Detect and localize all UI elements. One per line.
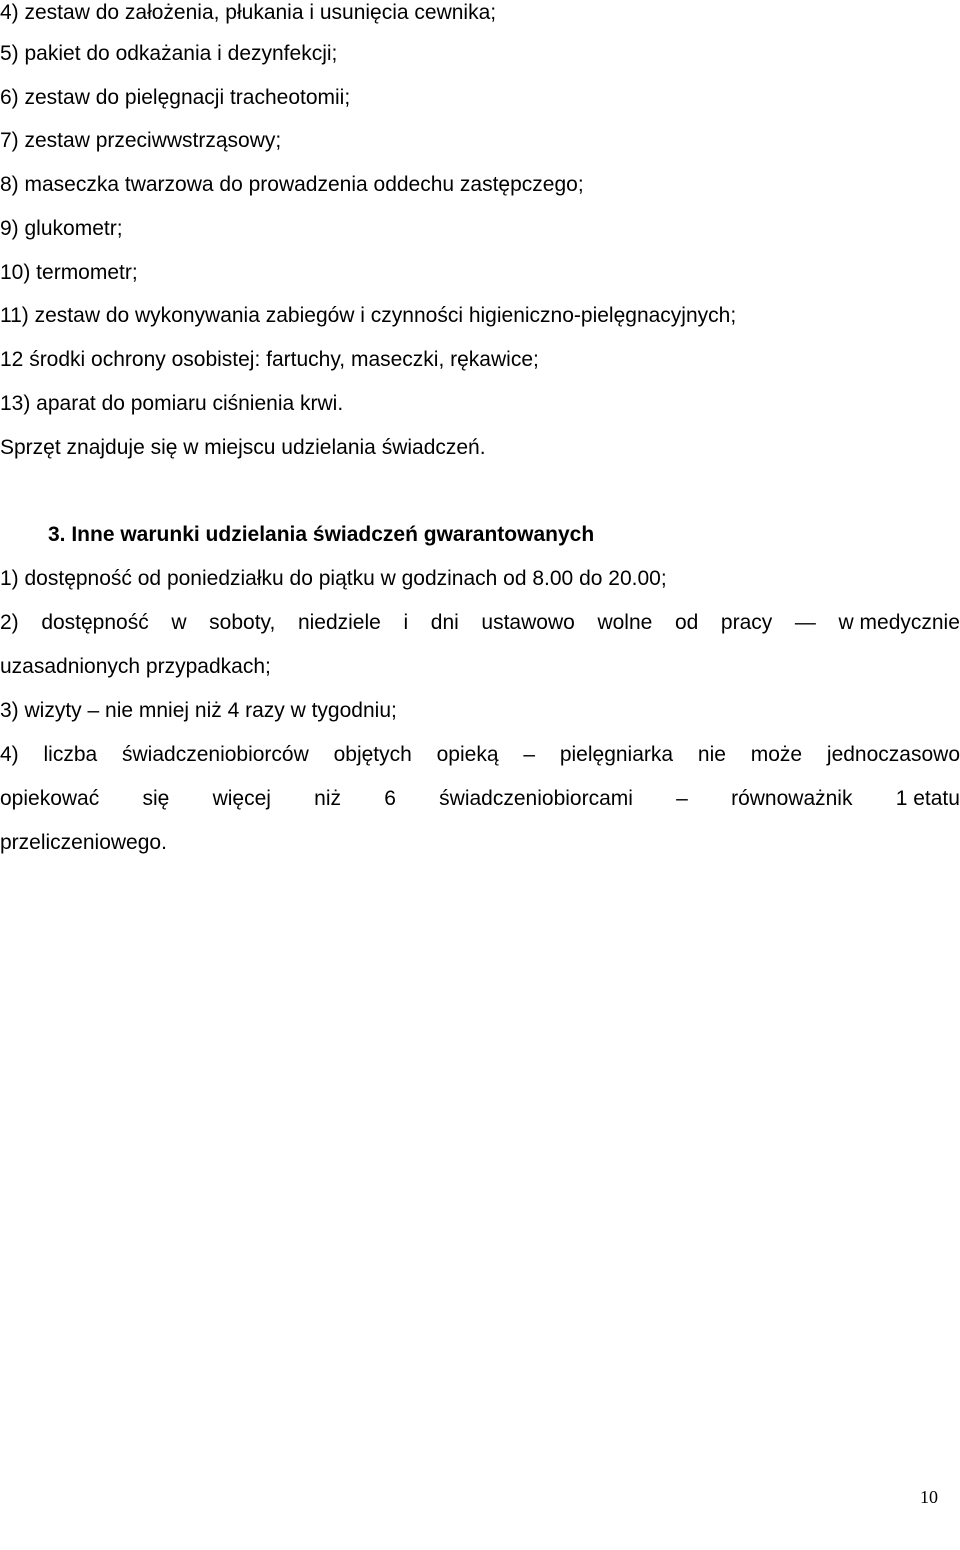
word: 1 etatu (895, 787, 960, 810)
word: 4) (0, 743, 19, 766)
word: niż (314, 787, 342, 810)
equipment-item: 13) aparat do pomiaru ciśnienia krwi. (0, 392, 344, 415)
word: soboty, (209, 611, 276, 634)
word: opieką (436, 743, 499, 766)
condition-item-continued: przeliczeniowego. (0, 831, 167, 854)
word: pielęgniarka (559, 743, 674, 766)
equipment-item: 10) termometr; (0, 261, 138, 284)
word: objętych (333, 743, 412, 766)
word: może (750, 743, 803, 766)
condition-item-justified (0, 610, 960, 636)
word: liczba (43, 743, 98, 766)
word: w medycznie (838, 611, 960, 634)
condition-item: 3) wizyty – nie mniej niż 4 razy w tygodniu; (0, 699, 397, 722)
word: świadczeniobiorcami (439, 787, 633, 810)
word: 6 (384, 787, 396, 810)
equipment-item: 6) zestaw do pielęgnacji tracheotomii; (0, 86, 351, 109)
word: niedziele (297, 611, 381, 634)
equipment-item: 11) zestaw do wykonywania zabiegów i czynności higieniczno-pielęgnacyjnych; (0, 304, 737, 327)
word: – (676, 787, 688, 810)
word: i (403, 611, 409, 634)
equipment-note: Sprzęt znajduje się w miejscu udzielania świadczeń. (0, 436, 486, 459)
word: – (523, 743, 536, 766)
word: — (794, 611, 816, 634)
word: równoważnik (731, 787, 853, 810)
word: dni (430, 611, 459, 634)
equipment-item: 7) zestaw przeciwwstrząsowy; (0, 129, 282, 152)
page-number: 10 (920, 1487, 938, 1507)
condition-item-justified (0, 742, 960, 768)
word: dostępność (41, 611, 149, 634)
word: świadczeniobiorców (122, 743, 309, 766)
word: ustawowo (481, 611, 575, 634)
word: nie (697, 743, 726, 766)
word: więcej (212, 787, 271, 810)
word: 2) (0, 611, 19, 634)
section-heading: 3. Inne warunki udzielania świadczeń gwarantowanych (48, 523, 595, 546)
word: jednoczasowo (826, 743, 960, 766)
condition-item: 1) dostępność od poniedziałku do piątku w godzinach od 8.00 do 20.00; (0, 567, 667, 590)
condition-item-justified (0, 786, 960, 812)
word: pracy (720, 611, 773, 634)
equipment-item: 9) glukometr; (0, 217, 123, 240)
equipment-item: 8) maseczka twarzowa do prowadzenia oddechu zastępczego; (0, 173, 584, 196)
condition-item-continued: uzasadnionych przypadkach; (0, 655, 271, 678)
equipment-item: 12 środki ochrony osobistej: fartuchy, maseczki, rękawice; (0, 348, 539, 371)
word: opiekować (0, 787, 100, 810)
word: w (171, 611, 187, 634)
word: od (674, 611, 699, 634)
equipment-item: 5) pakiet do odkażania i dezynfekcji; (0, 42, 338, 65)
word: wolne (597, 611, 653, 634)
word: się (142, 787, 170, 810)
equipment-item: 4) zestaw do założenia, płukania i usunięcia cewnika; (0, 1, 497, 24)
